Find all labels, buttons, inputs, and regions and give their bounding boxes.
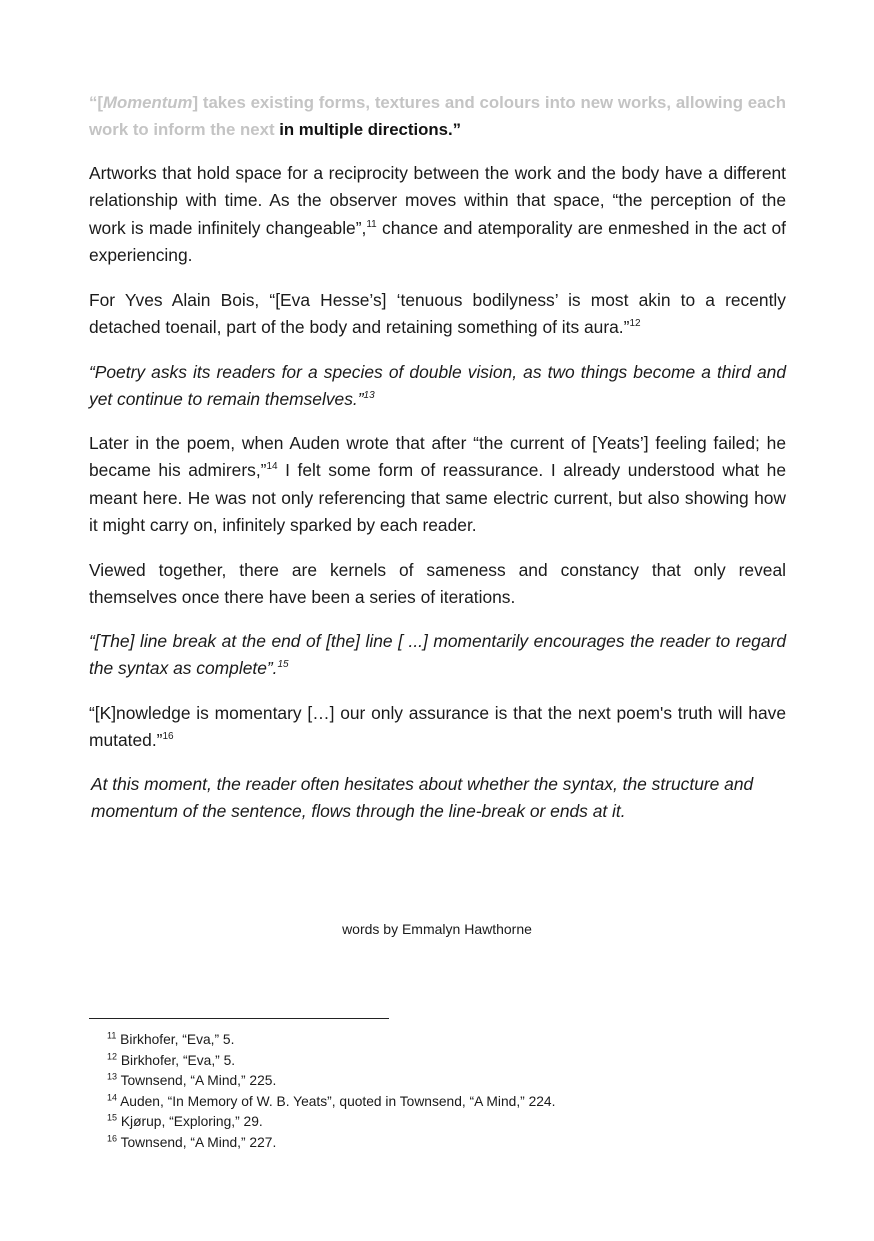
- paragraph-text: I felt some form of reassurance. I already understood what he meant here. He was not only referencing that same electric current, but also showing how it might carry on, infinitely sparked by each reader.: [89, 460, 786, 536]
- paragraph-auden: [89, 430, 786, 540]
- paragraph-artworks: [89, 160, 786, 270]
- footnote-number: 12: [107, 1050, 118, 1061]
- footnote-list: [107, 1030, 787, 1153]
- paragraph-text: chance and atemporality are enmeshed in the act of experiencing.: [89, 217, 786, 266]
- footnote-item: [107, 1030, 787, 1051]
- footnote-item: [107, 1051, 787, 1072]
- footnote-item: [107, 1071, 787, 1092]
- footnote-text: Auden, “In Memory of W. B. Yeats”, quoted in Townsend, “A Mind,” 224.: [117, 1093, 556, 1109]
- footnote-divider: [89, 1018, 389, 1019]
- footnote-ref: 11: [366, 219, 377, 231]
- paragraph-text: “[The] line break at the end of [the] line [ ...] momentarily encourages the reader to regard the syntax as complete”.: [89, 631, 786, 679]
- paragraph-text: “[K]nowledge is momentary […] our only assurance is that the next poem's truth will have mutated.”: [89, 703, 786, 751]
- opening-quote-faded-italic: Momentum: [102, 93, 193, 112]
- footnote-number: 16: [107, 1132, 118, 1143]
- footnote-number: 11: [107, 1030, 117, 1041]
- footnote-number: 15: [107, 1112, 118, 1123]
- footnote-ref: 13: [363, 390, 375, 402]
- paragraph-text: Artworks that hold space for a reciprocity between the work and the body have a different relationship with time. As the observer moves within that space, “the perception of the work is made infinitely changeable”,: [89, 163, 786, 238]
- footnote-text: Townsend, “A Mind,” 227.: [117, 1134, 277, 1150]
- author-credit: words by Emmalyn Hawthorne: [342, 921, 532, 937]
- opening-quote-faded-text: ] takes existing forms, textures and colours into new works, allowing each work to inform the next: [89, 93, 786, 140]
- paragraph-text: Viewed together, there are kernels of sameness and constancy that only reveal themselves once there have been a series of iterations.: [89, 560, 786, 608]
- footnote-text: Birkhofer, “Eva,” 5.: [116, 1032, 235, 1047]
- footnote-item: [107, 1112, 787, 1133]
- paragraph-text: Later in the poem, when Auden wrote that after “the current of [Yeats’] feeling failed; he became his admirers,”: [89, 433, 786, 481]
- footnote-text: Kjørup, “Exploring,” 29.: [117, 1114, 263, 1129]
- paragraph-text: At this moment, the reader often hesitates about whether the syntax, the structure and momentum of the sentence, flows through the line-break or ends at it.: [91, 774, 754, 822]
- paragraph-poetry-quote: [89, 359, 786, 414]
- footnote-ref: 14: [266, 461, 278, 473]
- opening-quote: [89, 89, 786, 144]
- paragraph-yves-alain-bois: [89, 287, 786, 342]
- footnote-text: Townsend, “A Mind,” 225.: [117, 1073, 277, 1088]
- footnote-item: [107, 1133, 787, 1154]
- footnote-text: Birkhofer, “Eva,” 5.: [117, 1052, 236, 1068]
- paragraph-text: For Yves Alain Bois, “[Eva Hesse’s] ‘tenuous bodilyness’ is most akin to a recently detached toenail, part of the body and retaining something of its aura.”: [89, 290, 786, 338]
- paragraph-knowledge-quote: [89, 700, 786, 755]
- opening-quote-faded-open: “[: [89, 93, 103, 112]
- paragraph-this-moment: [91, 771, 793, 826]
- opening-quote-dark-text: in multiple directions.”: [279, 120, 462, 140]
- footnote-item: [107, 1092, 787, 1113]
- paragraph-viewed-together: [89, 557, 786, 612]
- footnote-ref: 15: [277, 659, 289, 671]
- paragraph-text: “Poetry asks its readers for a species of double vision, as two things become a third and yet continue to remain themselves.”: [89, 362, 786, 410]
- footnote-ref: 12: [629, 318, 641, 330]
- footnote-number: 14: [107, 1091, 118, 1102]
- paragraph-line-break-quote: [89, 628, 786, 683]
- footnote-ref: 16: [162, 731, 174, 743]
- footnote-number: 13: [107, 1071, 118, 1082]
